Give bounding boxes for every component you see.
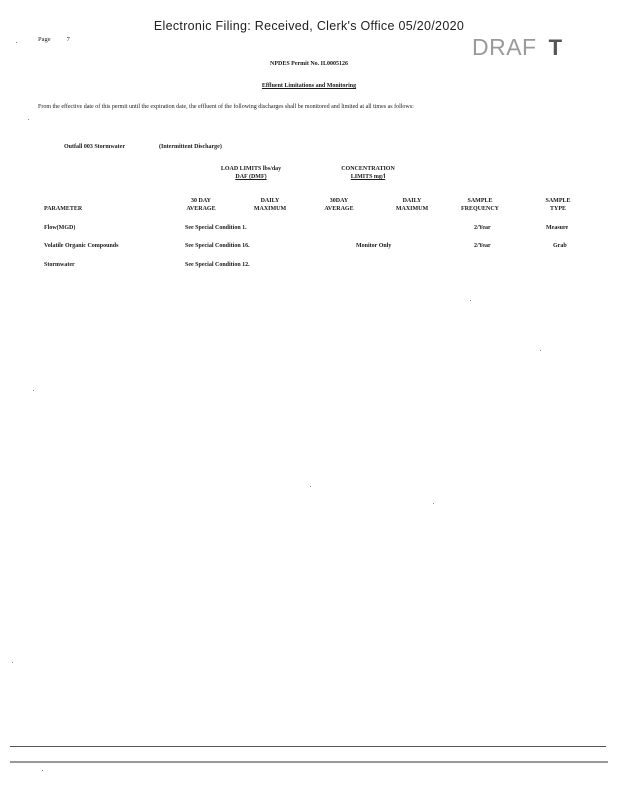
column-header-concentration-30day-average: 30DAY AVERAGE [324, 198, 354, 212]
scan-speck [42, 770, 43, 771]
page-label: Page [38, 36, 51, 43]
filing-stamp: Electronic Filing: Received, Clerk's Office 05/20/2020 [153, 19, 465, 33]
outfall-label: Outfall 003 Stormwater [64, 144, 125, 150]
row-stormwater-load-limit: See Special Condition 12. [185, 262, 250, 268]
scan-speck [12, 662, 13, 663]
row-voc-frequency: 2/Year [474, 243, 491, 249]
draft-watermark [472, 34, 563, 61]
row-flow-sample-type: Measure [546, 225, 569, 231]
scan-speck [28, 119, 29, 120]
page-number-value: 7 [66, 36, 70, 43]
section-title: Effluent Limitations and Monitoring [261, 83, 357, 89]
load-limits-header [192, 165, 310, 181]
concentration-limits-header [326, 165, 410, 181]
column-header-sample-type: SAMPLE TYPE [545, 198, 571, 212]
column-header-sample-frequency: SAMPLE FREQUENCY [460, 198, 499, 212]
scan-speck [310, 486, 311, 487]
load-limits-title: LOAD LIMITS lbs/day [220, 166, 282, 172]
draft-watermark-letter: T [548, 35, 563, 60]
scan-speck [540, 350, 541, 351]
page-number [38, 36, 70, 43]
row-flow-load-limit: See Special Condition 1. [185, 225, 247, 231]
outfall-type: (Intermittent Discharge) [159, 144, 222, 150]
footer-rule-top [10, 746, 606, 747]
scan-speck [433, 503, 434, 504]
draft-watermark-text: DRAF [472, 34, 537, 60]
permit-number: NPDES Permit No. IL0005126 [270, 61, 348, 67]
row-voc-load-limit: See Special Condition 16. [185, 243, 250, 249]
row-flow-frequency: 2/Year [474, 225, 491, 231]
intro-paragraph: From the effective date of this permit until the expiration date, the effluent of the following discharges shall be monitored and limited at all times as follows: [38, 104, 414, 110]
row-stormwater-parameter: Stormwater [44, 262, 75, 268]
column-header-parameter: PARAMETER [44, 206, 83, 212]
column-header-concentration-daily-maximum: DAILY MAXIMUM [395, 198, 429, 212]
row-voc-concentration: Monitor Only [356, 243, 392, 249]
outfall-heading [64, 144, 222, 150]
concentration-title: CONCENTRATION [341, 166, 395, 172]
load-limits-subtitle: DAF (DMF) [235, 174, 267, 180]
row-voc-sample-type: Grab [553, 243, 567, 249]
scan-speck [33, 390, 34, 391]
concentration-subtitle: LIMITS mg/l [350, 174, 386, 180]
scan-speck [16, 42, 17, 43]
column-header-load-30day-average: 30 DAY AVERAGE [186, 198, 216, 212]
row-flow-parameter: Flow(MGD) [44, 225, 76, 231]
column-header-load-daily-maximum: DAILY MAXIMUM [253, 198, 287, 212]
row-voc-parameter: Volatile Organic Compounds [44, 243, 119, 249]
scan-speck [470, 300, 471, 301]
footer-rule-bottom [10, 761, 608, 763]
